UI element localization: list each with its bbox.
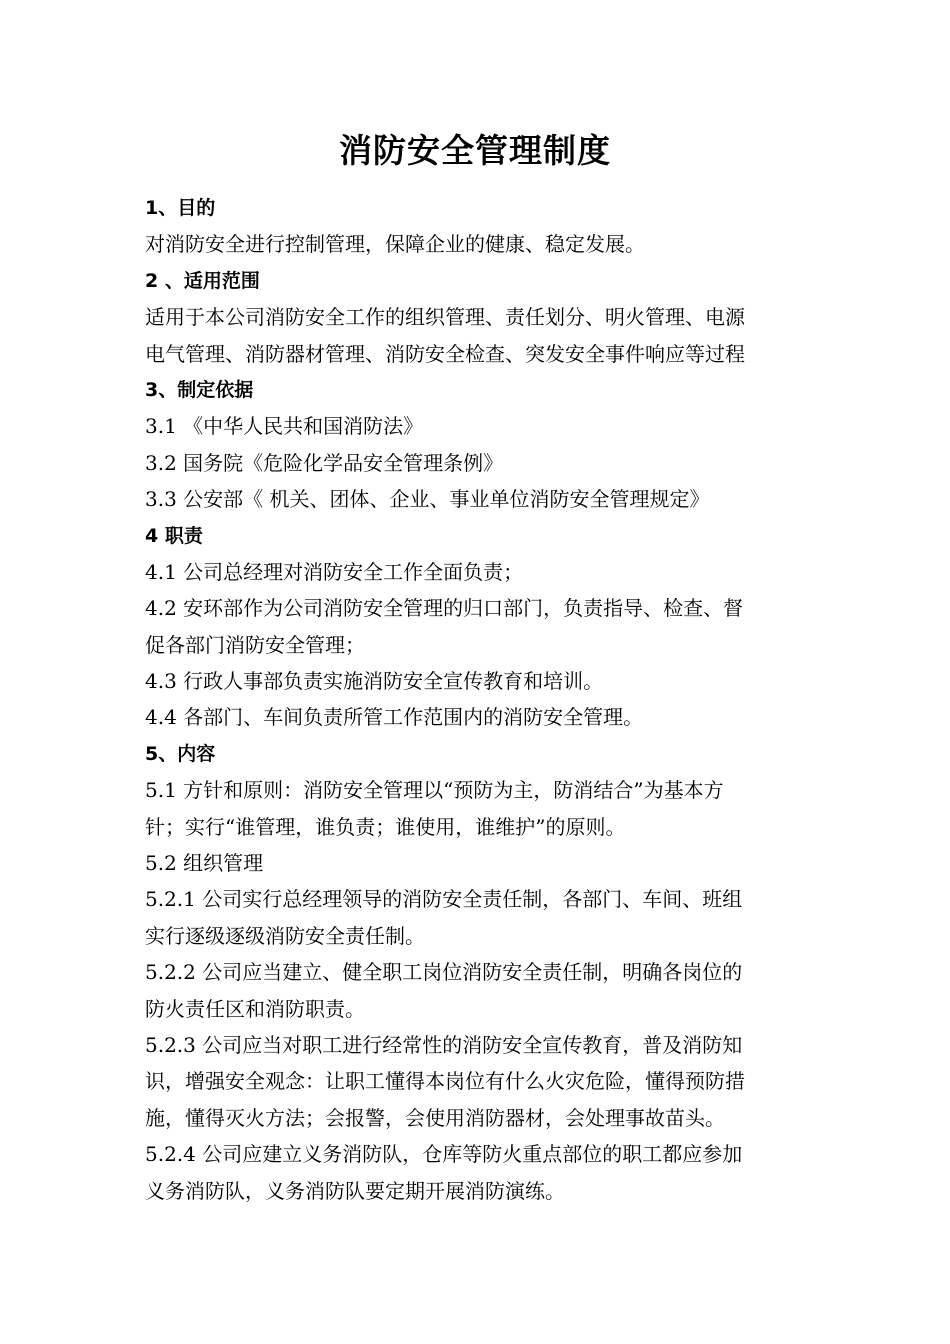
paragraph-line: 识，增强安全观念：让职工懂得本岗位有什么火灾危险，懂得预防措 [145,1069,745,1094]
paragraph-line: 实行逐级逐级消防安全责任制。 [145,923,425,948]
paragraph-line: 电气管理、消防器材管理、消防安全检查、突发安全事件响应等过程 [145,341,745,366]
paragraph-line: 施，懂得灭火方法；会报警，会使用消防器材，会处理事故苗头。 [145,1105,725,1130]
paragraph-line: 5.2.1 公司实行总经理领导的消防安全责任制，各部门、车间、班组 [145,887,743,912]
paragraph-line: 5.1 方针和原则：消防安全管理以“预防为主，防消结合”为基本方 [145,778,724,803]
section-heading: 2 、适用范围 [145,269,260,292]
paragraph-line: 对消防安全进行控制管理，保障企业的健康、稳定发展。 [145,232,645,257]
paragraph-line: 4.4 各部门、车间负责所管工作范围内的消防安全管理。 [145,705,644,730]
section-heading: 4 职责 [145,524,203,547]
paragraph-line: 5.2 组织管理 [145,851,264,876]
paragraph-line: 义务消防队，义务消防队要定期开展消防演练。 [145,1178,565,1203]
paragraph-line: 5.2.2 公司应当建立、健全职工岗位消防安全责任制，明确各岗位的 [145,960,743,985]
paragraph-line: 适用于本公司消防安全工作的组织管理、责任划分、明火管理、电源 [145,305,745,330]
paragraph-line: 3.2 国务院《危险化学品安全管理条例》 [145,450,504,475]
paragraph-line: 5.2.3 公司应当对职工进行经常性的消防安全宣传教育，普及消防知 [145,1032,743,1057]
paragraph-line: 4.1 公司总经理对消防安全工作全面负责； [145,559,524,584]
document-body [145,190,810,1209]
paragraph-line: 5.2.4 公司应建立义务消防队，仓库等防火重点部位的职工都应参加 [145,1142,743,1167]
section-heading: 1、目的 [145,197,216,219]
document-title: 消防安全管理制度 [339,131,611,170]
paragraph-line: 针；实行“谁管理，谁负责；谁使用，谁维护”的原则。 [145,814,626,839]
section-heading: 5、内容 [145,742,216,765]
paragraph-line: 3.1 《中华人民共和国消防法》 [145,414,424,439]
paragraph-line: 4.3 行政人事部负责实施消防安全宣传教育和培训。 [145,669,604,694]
paragraph-line: 4.2 安环部作为公司消防安全管理的归口部门，负责指导、检查、督 [145,596,744,621]
section-heading: 3、制定依据 [145,378,254,401]
paragraph-line: 促各部门消防安全管理； [145,632,365,657]
paragraph-line: 防火责任区和消防职责。 [145,996,365,1021]
paragraph-line: 3.3 公安部《 机关、团体、企业、事业单位消防安全管理规定》 [145,487,710,512]
